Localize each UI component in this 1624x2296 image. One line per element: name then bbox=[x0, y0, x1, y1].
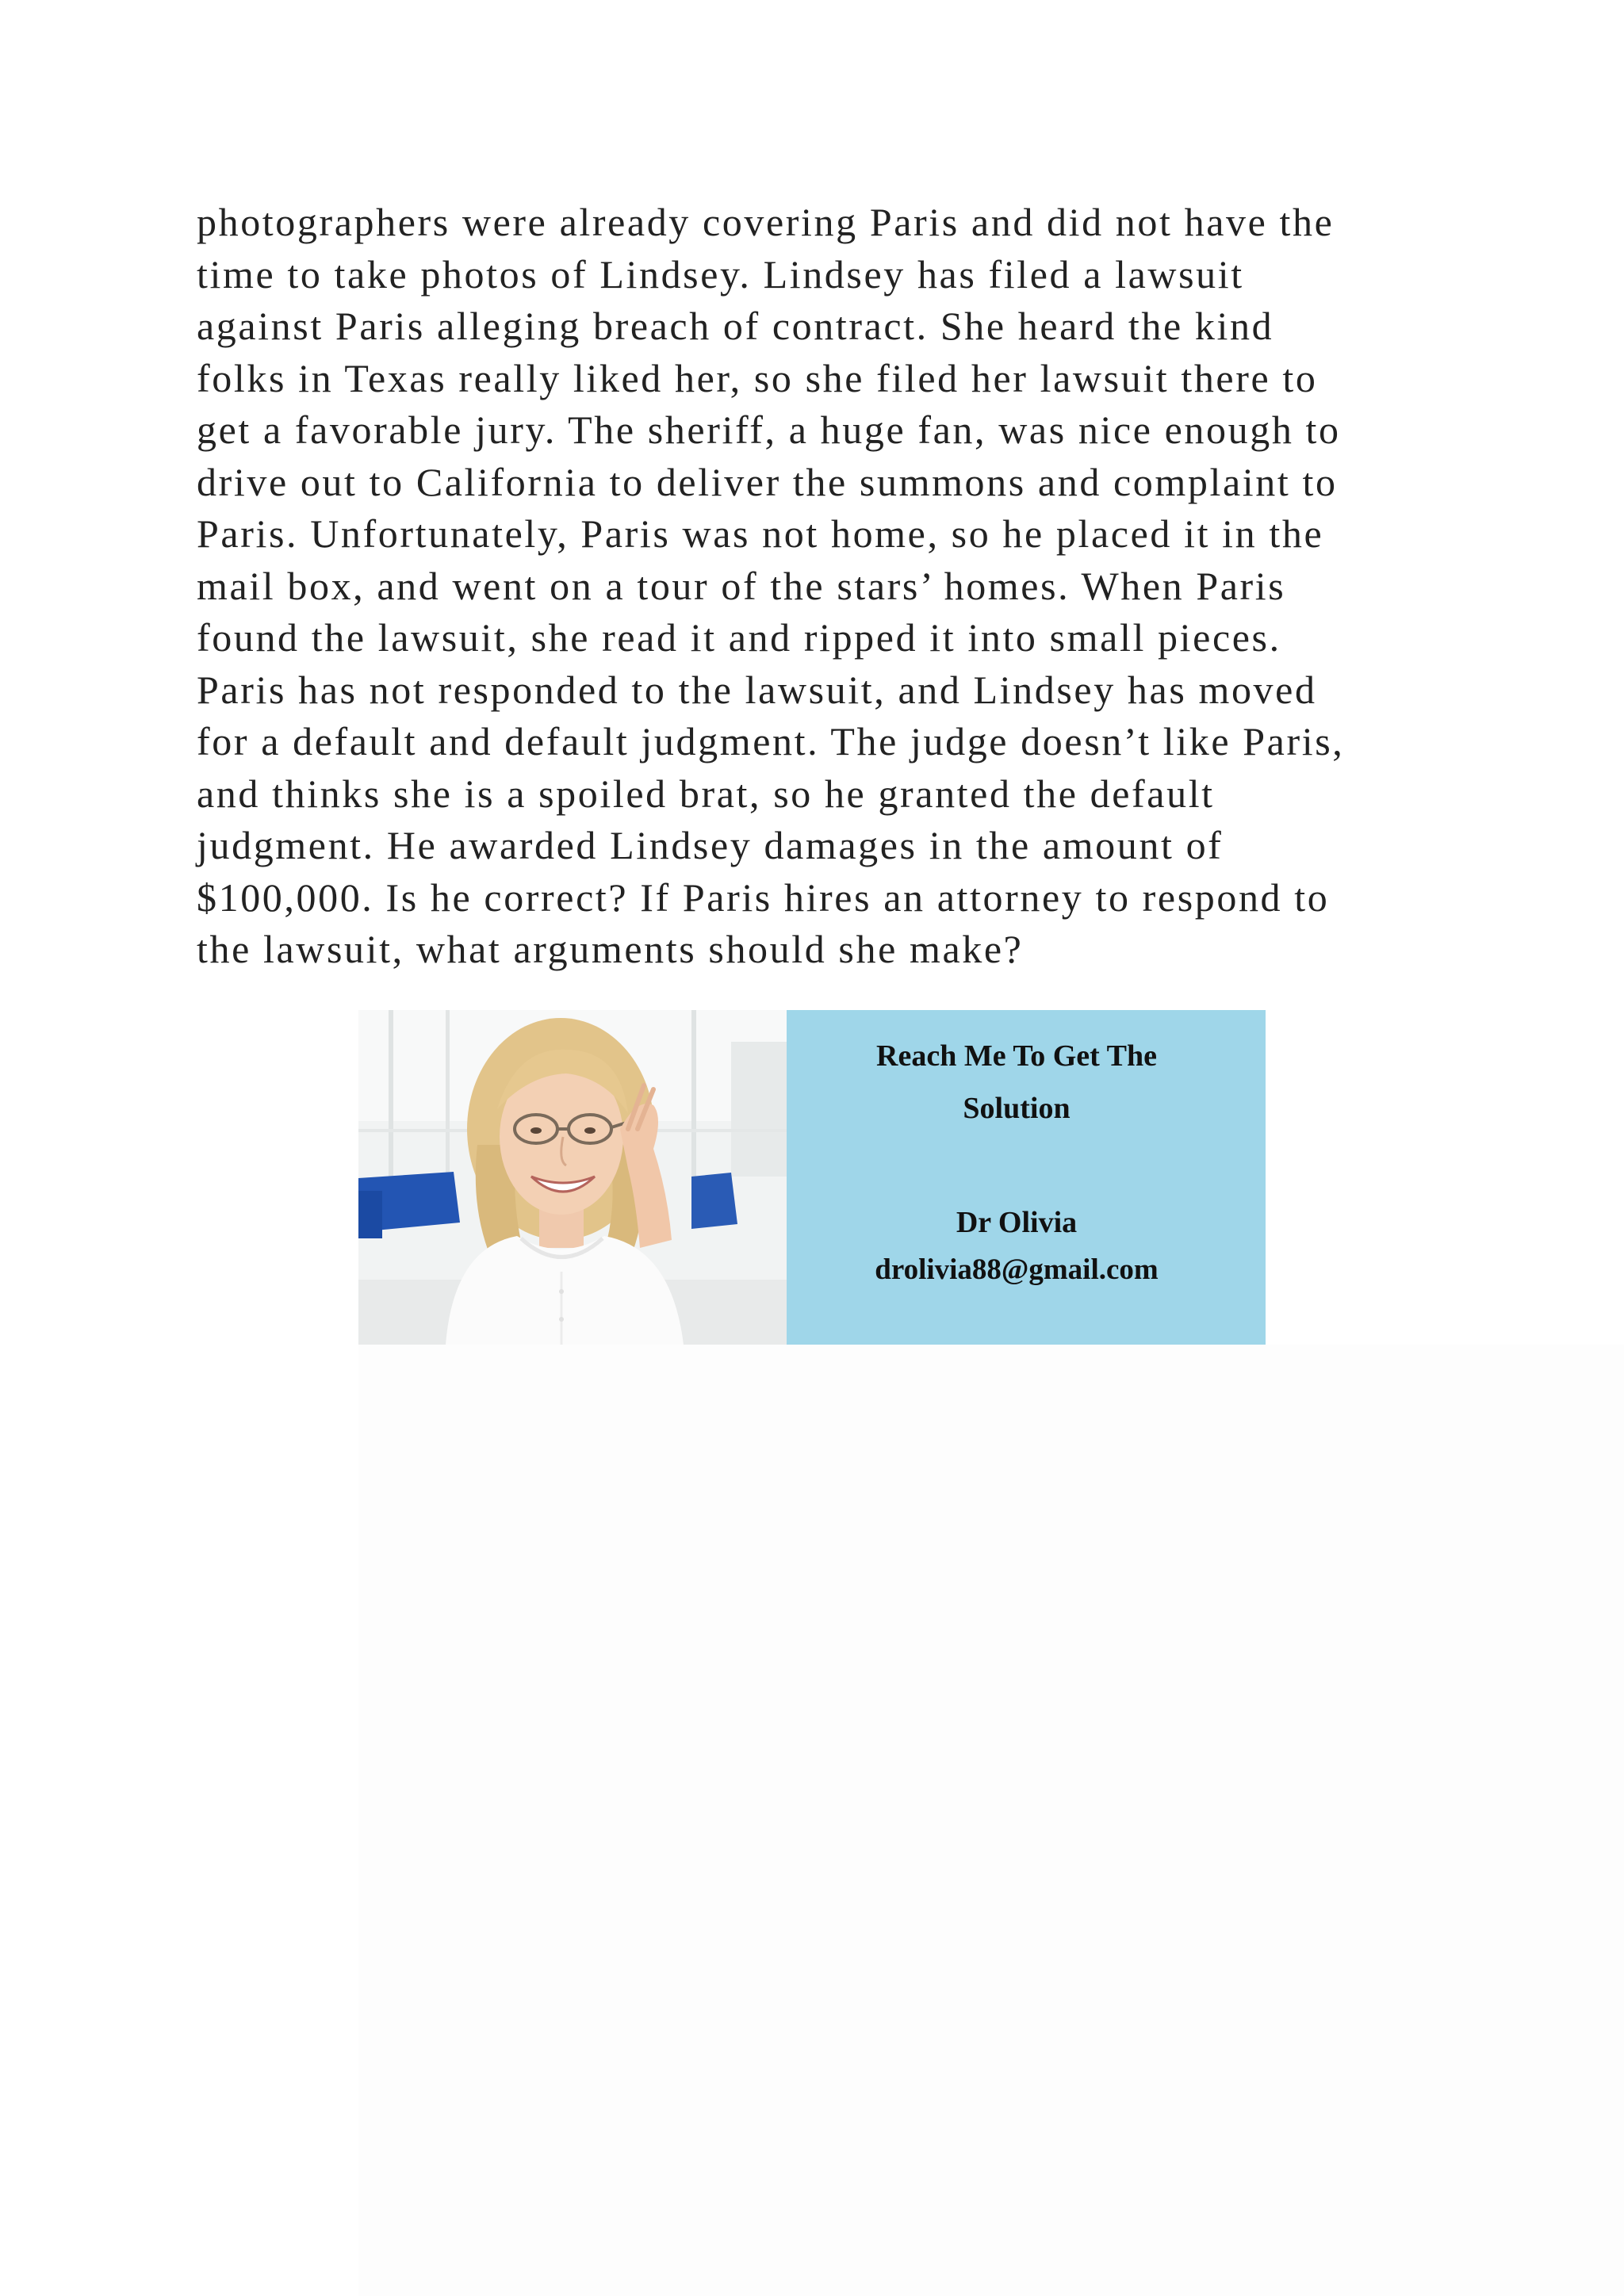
text-line: Paris has not responded to the lawsuit, and Lindsey has moved bbox=[197, 667, 1317, 712]
text-line: mail box, and went on a tour of the stars’ homes. When Paris bbox=[197, 563, 1286, 608]
contact-name: Dr Olivia bbox=[956, 1206, 1078, 1239]
contact-info-panel bbox=[787, 1010, 1266, 1345]
text-line: the lawsuit, what arguments should she make? bbox=[197, 927, 1024, 971]
text-line: $100,000. Is he correct? If Paris hires an attorney to respond to bbox=[197, 874, 1330, 920]
ad-heading-line-2: Solution bbox=[963, 1092, 1071, 1125]
contact-ad-banner bbox=[358, 1010, 1266, 1345]
text-line: and thinks she is a spoiled brat, so he granted the default bbox=[197, 771, 1215, 816]
blank-image-area bbox=[358, 1345, 1624, 2296]
contact-email: drolivia88@gmail.com bbox=[875, 1253, 1159, 1286]
text-line: against Paris alleging breach of contract. She heard the kind bbox=[197, 304, 1274, 348]
text-line: for a default and default judgment. The judge doesn’t like Paris, bbox=[197, 719, 1345, 763]
text-line: drive out to California to deliver the summons and complaint to bbox=[197, 459, 1338, 504]
text-line: Paris. Unfortunately, Paris was not home, so he placed it in the bbox=[197, 511, 1324, 556]
text-line: found the lawsuit, she read it and ripped it into small pieces. bbox=[197, 615, 1281, 660]
text-line: get a favorable jury. The sheriff, a huge fan, was nice enough to bbox=[197, 408, 1341, 452]
text-line: photographers were already covering Paris and did not have the bbox=[197, 200, 1335, 244]
smiling-woman-photo bbox=[358, 1010, 787, 1345]
text-line: time to take photos of Lindsey. Lindsey has filed a lawsuit bbox=[197, 251, 1244, 297]
text-line: folks in Texas really liked her, so she filed her lawsuit there to bbox=[197, 355, 1318, 400]
text-line: judgment. He awarded Lindsey damages in the amount of bbox=[197, 823, 1224, 867]
document-body bbox=[197, 197, 1465, 976]
ad-heading-line-1: Reach Me To Get The bbox=[876, 1039, 1157, 1073]
